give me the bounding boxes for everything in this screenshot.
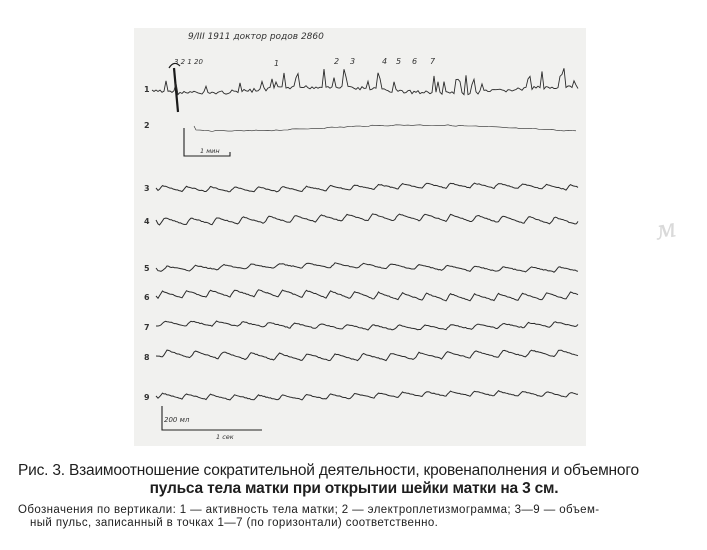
figure-caption — [18, 462, 690, 498]
trace-5 — [156, 263, 578, 272]
scale-bottom — [162, 406, 262, 441]
margin-mark: м — [652, 213, 680, 247]
point-label-1: 1 — [274, 59, 280, 68]
row-number-7: 7 — [144, 323, 150, 332]
trace-2 — [194, 125, 576, 132]
traces-group — [152, 68, 578, 400]
row-numbers — [144, 85, 150, 402]
point-labels — [274, 57, 436, 68]
row-number-9: 9 — [144, 393, 150, 402]
trace-8 — [156, 350, 578, 361]
point-label-7: 7 — [430, 57, 436, 66]
point-label-5: 5 — [396, 57, 402, 66]
trace-figure — [134, 28, 586, 446]
trace-1 — [152, 68, 578, 94]
trace-4 — [156, 214, 578, 225]
row-number-2: 2 — [144, 121, 150, 130]
row-number-3: 3 — [144, 184, 150, 193]
row-number-1: 1 — [144, 85, 150, 94]
header-annotation: 9/III 1911 доктор родов 2860 — [188, 32, 324, 42]
trace-3 — [156, 183, 578, 192]
point-label-2: 2 — [334, 57, 340, 66]
caption-line-1: Рис. 3. Взаимоотношение сократительной деятельности, кровенаполнения и объемного — [18, 462, 639, 479]
row-number-6: 6 — [144, 293, 150, 302]
trace-6 — [156, 290, 578, 301]
point-label-3: 3 — [350, 57, 356, 66]
point-label-6: 6 — [412, 57, 418, 66]
scale-bottom-left-label: 200 мл — [164, 416, 190, 424]
row-number-8: 8 — [144, 353, 150, 362]
notes-line-2: ный пульс, записанный в точках 1—7 (по горизонтали) соответственно. — [30, 517, 439, 529]
row-number-5: 5 — [144, 264, 150, 273]
trace-9 — [156, 391, 578, 400]
scale-top — [184, 128, 230, 156]
scale-bottom-right-label: 1 сек — [216, 433, 234, 441]
caption-line-2: пульса тела матки при открытии шейки матки на 3 см. — [149, 480, 559, 497]
scale-top-label: 1 мин — [200, 147, 220, 155]
figure-notes — [18, 504, 690, 530]
notes-line-1: Обозначения по вертикали: 1 — активность тела матки; 2 — электроплетизмограмма; 3—9 — объем- — [18, 504, 600, 516]
ticks-label: 3 2 1 20 — [174, 58, 203, 66]
figure-panel — [134, 28, 586, 446]
trace-7 — [156, 321, 578, 330]
point-label-4: 4 — [382, 57, 388, 66]
row-number-4: 4 — [144, 217, 150, 226]
